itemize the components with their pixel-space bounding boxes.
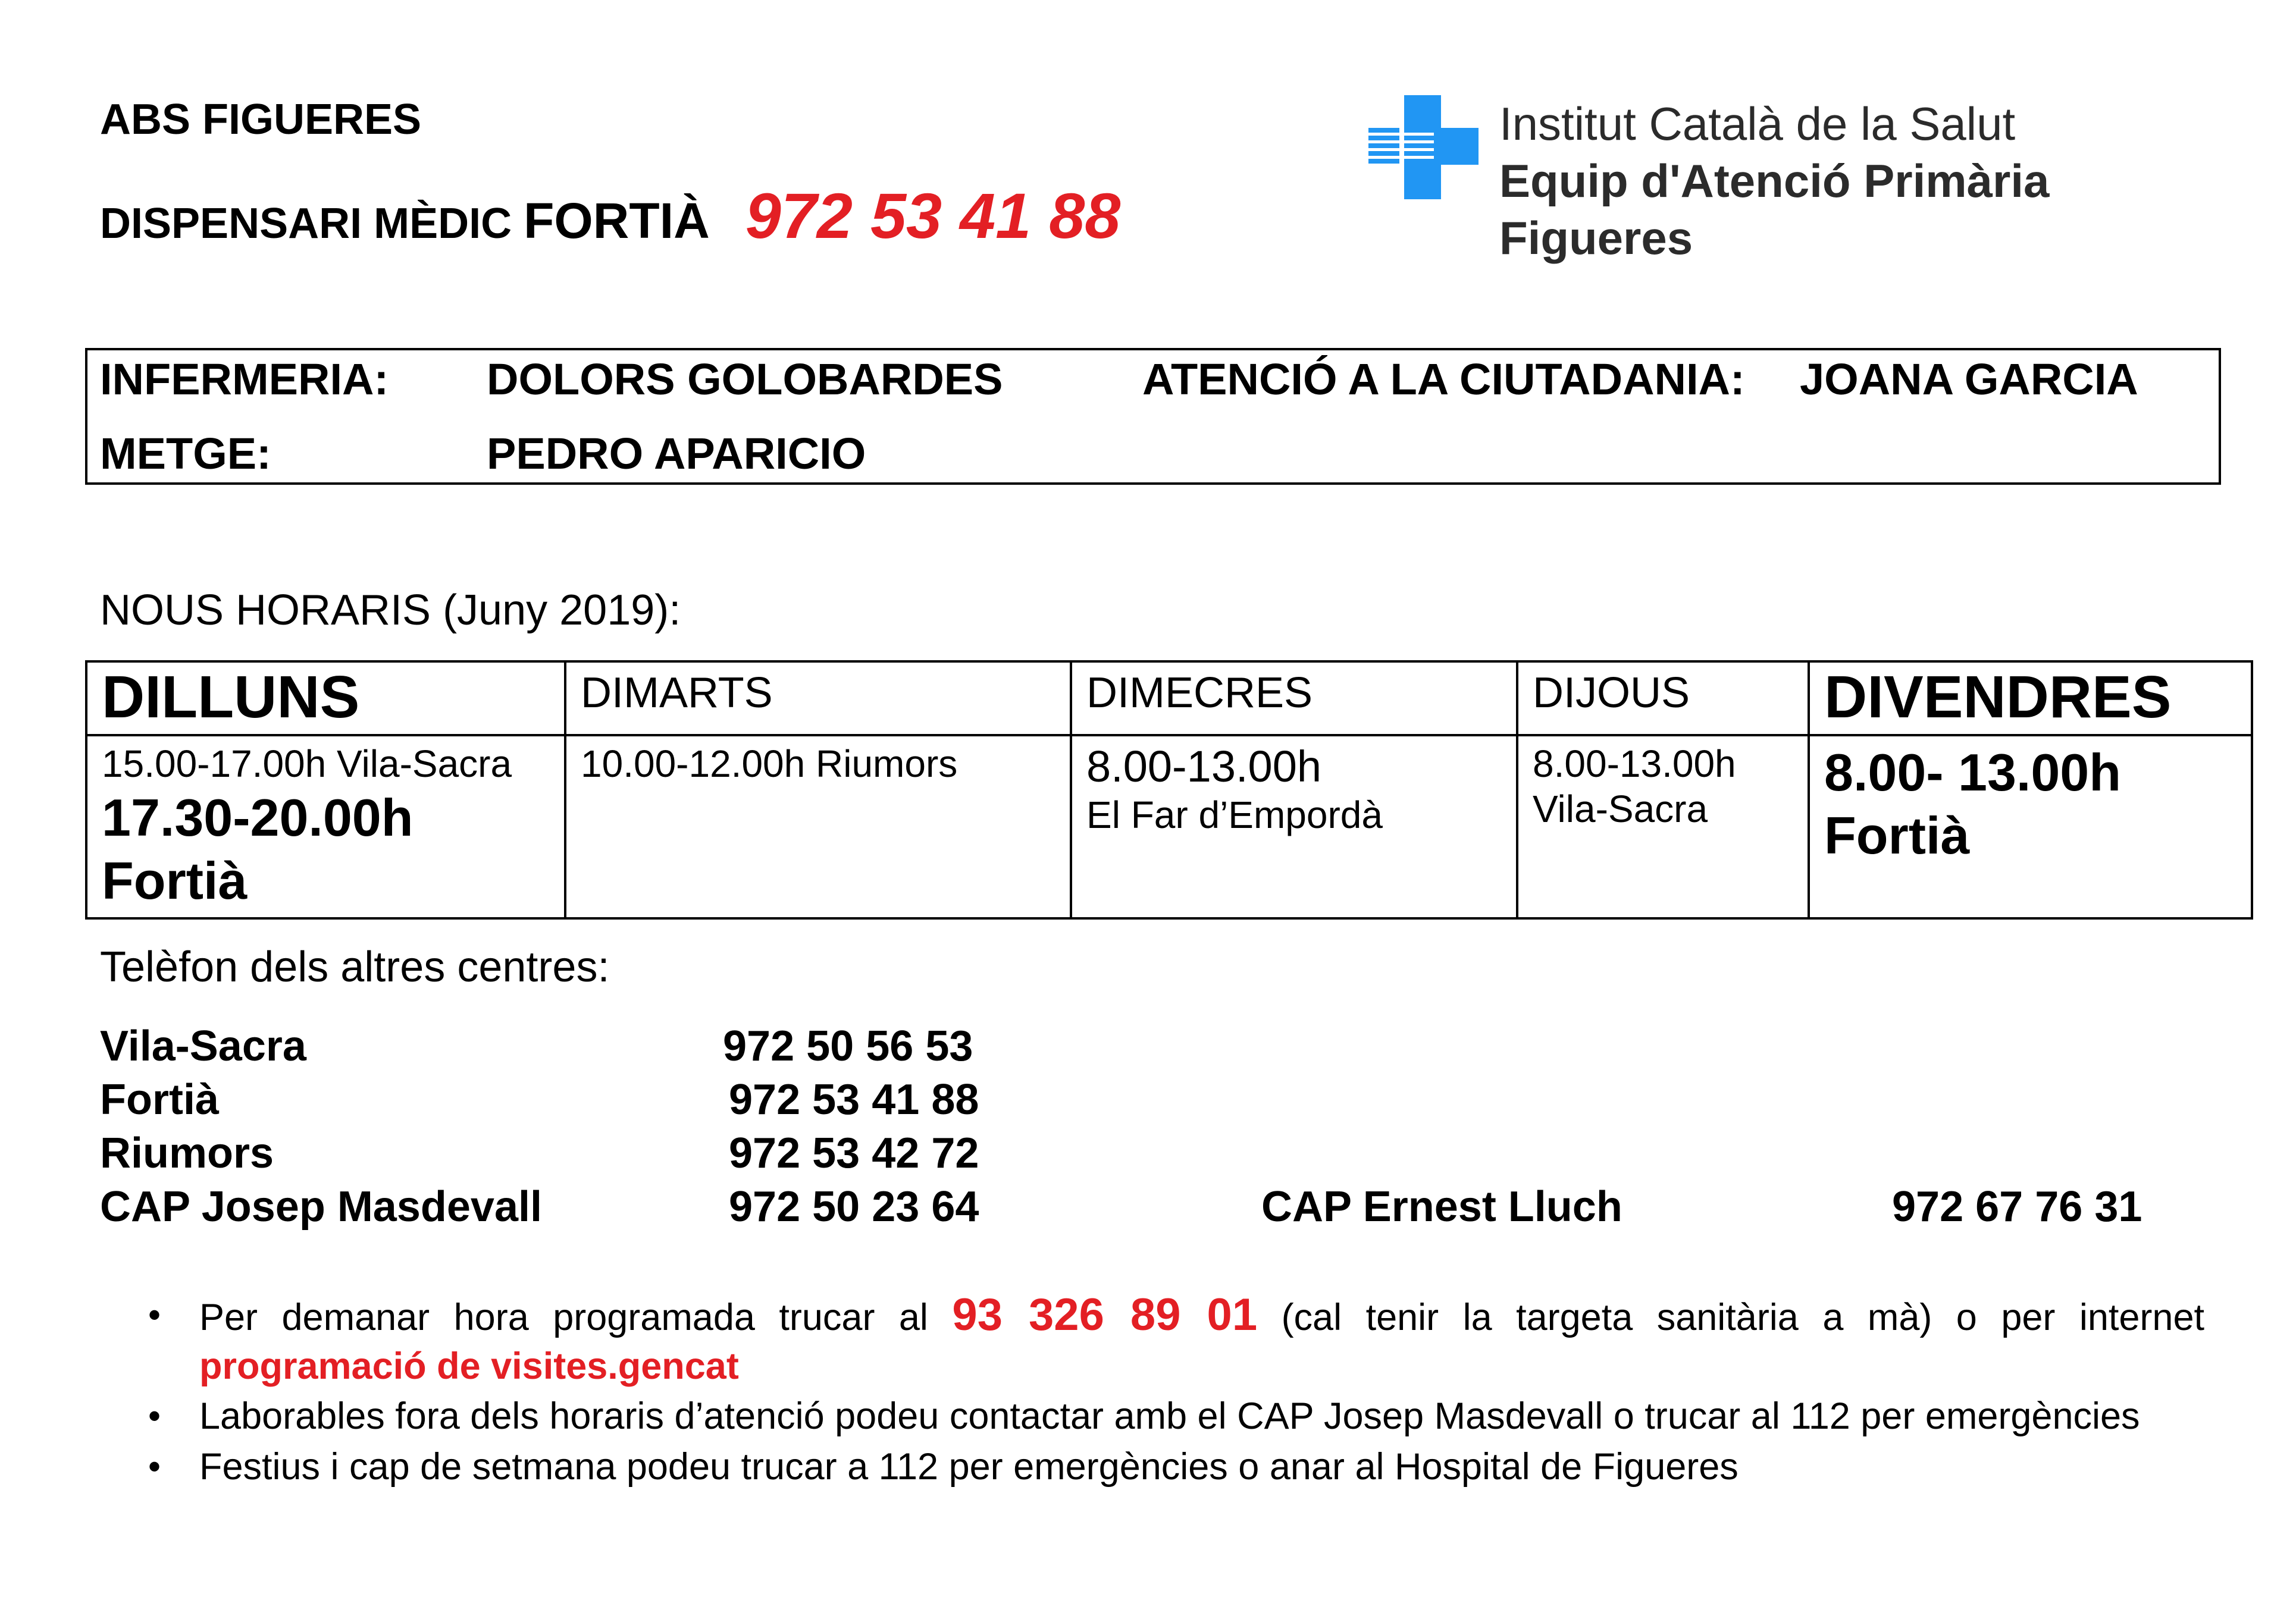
metge-name: PEDRO APARICIO xyxy=(487,429,866,478)
phone-number-cap-ernest-lluch: 972 67 76 31 xyxy=(1892,1183,2142,1231)
phone-name-cap-ernest-lluch: CAP Ernest Lluch xyxy=(1261,1183,1622,1231)
abs-title: ABS FIGUERES xyxy=(100,96,422,143)
day-header-dijous: DIJOUS xyxy=(1517,661,1809,735)
phone-number-riumors: 972 53 42 72 xyxy=(729,1130,979,1177)
phone-number-cap-josep-masdevall: 972 50 23 64 xyxy=(729,1183,979,1231)
phone-number-vila-sacra: 972 50 56 53 xyxy=(723,1022,973,1070)
schedule-header-row xyxy=(86,661,2252,735)
gencat-link[interactable]: programació de visites.gencat xyxy=(199,1345,739,1387)
phones-title: Telèfon dels altres centres: xyxy=(100,943,610,991)
note-laborables: • Laborables fora dels horaris d’atenció podeu contactar amb el CAP Josep Masdevall o trucar al 112 per emergències xyxy=(199,1392,2222,1441)
day-header-dimarts: DIMARTS xyxy=(565,661,1071,735)
hours-dilluns: 15.00-17.00h Vila-Sacra 17.30-20.00h Fortià xyxy=(86,735,565,918)
atencio-label: ATENCIÓ A LA CIUTADANIA: xyxy=(1142,354,1745,404)
phone-name-riumors: Riumors xyxy=(100,1130,274,1177)
atencio-name: JOANA GARCIA xyxy=(1800,354,2138,404)
day-header-divendres: DIVENDRES xyxy=(1809,661,2252,735)
dispensari-phone: 972 53 41 88 xyxy=(745,180,1121,252)
metge-label: METGE: xyxy=(100,429,271,478)
infermeria-label: INFERMERIA: xyxy=(100,354,389,404)
ics-cross-logo-icon xyxy=(1368,95,1479,199)
note-festius: • Festius i cap de setmana podeu trucar a 112 per emergències o anar al Hospital de Figueres xyxy=(199,1442,2222,1491)
schedule-hours-row xyxy=(86,735,2252,918)
schedule-table xyxy=(85,660,2253,920)
logo-line-equip: Equip d'Atenció Primària xyxy=(1499,155,2050,207)
hours-divendres: 8.00- 13.00h Fortià xyxy=(1809,735,2252,918)
schedule-title: NOUS HORARIS (Juny 2019): xyxy=(100,586,681,634)
dispensari-place: FORTIÀ xyxy=(524,193,710,249)
note-programada xyxy=(199,1291,2204,1391)
dispensari-label: DISPENSARI MÈDIC xyxy=(100,200,512,247)
phone-name-fortia: Fortià xyxy=(100,1076,220,1124)
hours-dimecres: 8.00-13.00h El Far d’Empordà xyxy=(1071,735,1517,918)
phone-number-fortia: 972 53 41 88 xyxy=(729,1076,979,1124)
day-header-dilluns: DILLUNS xyxy=(86,661,565,735)
phone-name-vila-sacra: Vila-Sacra xyxy=(100,1022,306,1070)
phone-name-cap-josep-masdevall: CAP Josep Masdevall xyxy=(100,1183,542,1231)
ics-logo-text xyxy=(1499,95,2049,266)
programada-phone: 93 326 89 01 xyxy=(952,1290,1258,1340)
day-header-dimecres: DIMECRES xyxy=(1071,661,1517,735)
note-programada-line1: • Per demanar hora programada trucar al 93 326 89 01 (cal tenir la targeta sanitària a mà) o per internet xyxy=(199,1290,2204,1340)
hours-dijous: 8.00-13.00h Vila-Sacra xyxy=(1517,735,1809,918)
logo-line-figueres: Figueres xyxy=(1499,212,1693,264)
hours-dimarts: 10.00-12.00h Riumors xyxy=(565,735,1071,918)
dispensari-line xyxy=(100,178,1120,253)
infermeria-name: DOLORS GOLOBARDES xyxy=(487,354,1003,404)
logo-line-institut: Institut Català de la Salut xyxy=(1499,98,2016,150)
